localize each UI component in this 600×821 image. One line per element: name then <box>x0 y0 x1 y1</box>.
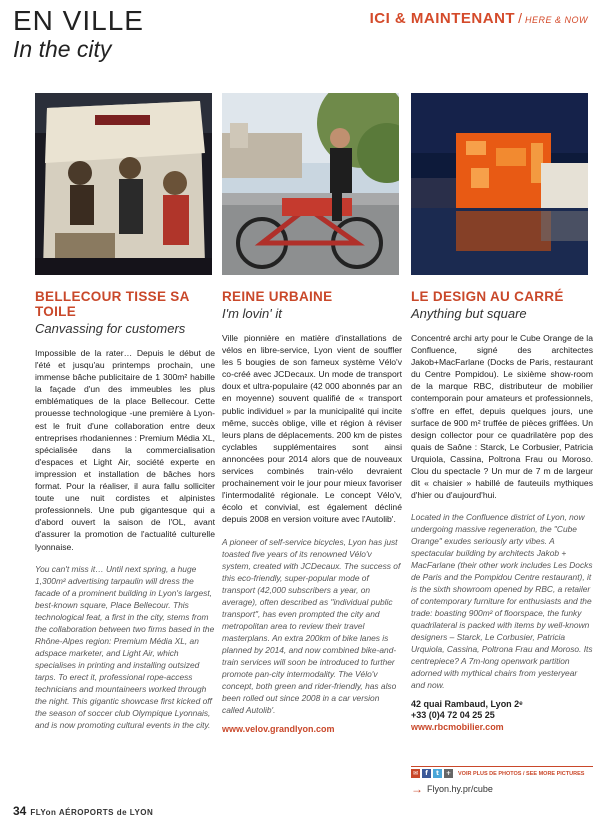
article-subtitle: I'm lovin' it <box>222 306 282 321</box>
bellecour-tarp-photo <box>35 93 212 275</box>
article-body-en: Located in the Confluence district of Lyon, now undergoing massive regeneration, the "Cube Orange" exudes seriously arty vibes. A spectacular building by architects Jakob + MacFarlane (their other work includes Les Docks de Paris and the Pompidou Centre restaurant), it is the sixth showroom opened by RBC, a retailer of contemporary furniture for enthusiasts and the trade: boasting 900m² of floorspace, the funky quadrilateral is packed with items by well-known designers – Starck, Le Corbusier, Patricia Urquiola, Cassina, Poltrona Frau and Moroso. Its centrepiece? A 7m-long openwork partition adorned with mythical chairs from yesteryear and now. <box>411 512 593 691</box>
section-tag <box>370 10 588 28</box>
social-share-box <box>411 766 593 794</box>
article-cube-orange <box>411 289 593 733</box>
arrow-right-icon: → <box>411 782 423 796</box>
article-body-fr: Ville pionnière en matière d'installations de vélos en libre-service, Lyon vient de souffler les 5 bougies de son fameux système Vélo'v co-créé avec JCDecaux. Un mode de transport doux et ultra-populaire (42 000 abonnés par an en moyenne) souvent qualifié de « transport public individuel » par la municipalité qui incite même, succès oblige, ville et région à réviser leurs plans de déplacements. 200 km de pistes cyclables supplémentaires sont ainsi annoncées pour 2014 alors que de nouveaux services combinés train-vélo devraient prochainement voir le jour pour mieux favoriser l'intermodalité régionale. Le concept Vélo'v, écolo et convivial, est également décliné depuis 2008 en version voiture avec l'Autolib'. <box>222 333 402 525</box>
facebook-icon[interactable]: f <box>422 769 431 778</box>
section-title-en: In the city <box>13 36 112 62</box>
see-more-photos-label: VOIR PLUS DE PHOTOS / SEE MORE PICTURES <box>458 770 585 777</box>
magazine-brand: FLYon AÉROPORTS de LYON <box>30 808 154 817</box>
email-icon[interactable]: ✉ <box>412 770 419 777</box>
article-bellecour <box>35 289 215 731</box>
article-title: BELLECOUR TISSE SA TOILE <box>35 289 190 319</box>
article-body-en: You can't miss it… Until next spring, a huge 1,300m² advertising tarpaulin will dress the facade of a prominent building in Lyon's largest, best-known square, Place Bellecour. This technological feat, a first in the city, stems from the collaboration between two firms based in the Rhône-Alpes region: Premium Média XL, an adspace marketer, and Light Air, which specialises in printing and installing outsized tarps. To erect it, professional rope-access technicians and mountaineers worked through the night. This gigantic showcase first kicked off the season of soccer club Olympique Lyonnais, and is now promoting cultural events in the city. <box>35 563 215 730</box>
article-body-fr: Impossible de la rater… Depuis le début de l'été et jusqu'au printemps prochain, une immense bâche publicitaire de 1 300m² habille la façade d'un des immeubles les plus emblématiques de la place Bellecour. Cette prouesse technologique -une première à Lyon- est le fruit d'une collaboration entre deux entreprises rhodaniennes : Premium Média XL, spécialisée dans la commercialisation d'espaces et Light Air, société experte en impression et installation de bâches hors format. Pour la réaliser, il aura fallu solliciter toute une nuit cordistes et alpinistes professionnels. Une pub gigantesque qui a d'abord ouvert la saison de l'OL, avant d'assurer la promotion de l'actualité culturelle lyonnaise. <box>35 348 215 552</box>
store-address: 42 quai Rambaud, Lyon 2ᵉ <box>411 699 523 710</box>
store-phone: +33 (0)4 72 04 25 25 <box>411 710 495 721</box>
tag-fr: ICI & MAINTENANT <box>369 10 516 27</box>
tag-slash: / <box>518 10 522 26</box>
twitter-icon[interactable]: t <box>433 769 442 778</box>
share-icon[interactable]: + <box>445 770 452 777</box>
velov-website-link[interactable]: www.velov.grandlyon.com <box>222 723 335 734</box>
section-heading <box>13 6 144 62</box>
tag-en: HERE & NOW <box>524 15 588 25</box>
article-subtitle: Canvassing for customers <box>35 321 186 336</box>
article-title: LE DESIGN AU CARRÉ <box>411 289 564 304</box>
article-body-fr: Concentré archi arty pour le Cube Orange de la Confluence, signé des architectes Jakob+MacFarlane (Docks de Paris, restaurant du Centre Pompidou). Le sixième show-room de la marque RBC, distributeur de mobilier contemporain pour amateurs et professionnels, s'offre en effet, depuis quelques jours, une surface de 900 m² truffée de pièces griffées. Un design collector pour ce quadrilatère pop des quais de Saône : Starck, Le Corbusier, Patricia Urquiola, Cassina, Poltrona Frau ou Moroso. Clou du spectacle ? Un mur de 7 m de largeur dit « chaisier » habillé de fauteuils mythiques d'hier ou d'aujourd'hui. <box>411 333 593 501</box>
article-body-en: A pioneer of self-service bicycles, Lyon has just toasted five years of its renowned Vélo'v system, created with JCDecaux. The success of this eco-friendly, super-popular mode of transport (42,000 subscribers a year, on average), often described as "individual public transport", has even prompted the city and metropolitan area to review their travel masterplans. An extra 200km of bike lanes is planned by 2014, and now combined bike-and-train services will soon be introduced to further promote pan-city intermodality. The Vélo'v concept, both green and rider-friendly, has also been rolled out since 2008 in a car version called Autolib'. <box>222 536 401 715</box>
page-footer <box>13 804 153 818</box>
section-title-fr: EN VILLE <box>13 5 144 36</box>
cube-orange-photo <box>411 93 588 275</box>
photos-link[interactable]: Flyon.hy.pr/cube <box>427 784 493 794</box>
article-velov <box>222 289 402 734</box>
article-subtitle: Anything but square <box>411 306 527 321</box>
article-title: REINE URBAINE <box>222 289 333 304</box>
rbc-website-link[interactable]: www.rbcmobilier.com <box>411 722 504 733</box>
page-number: 34 <box>13 804 27 818</box>
velov-cyclist-photo <box>222 93 399 275</box>
